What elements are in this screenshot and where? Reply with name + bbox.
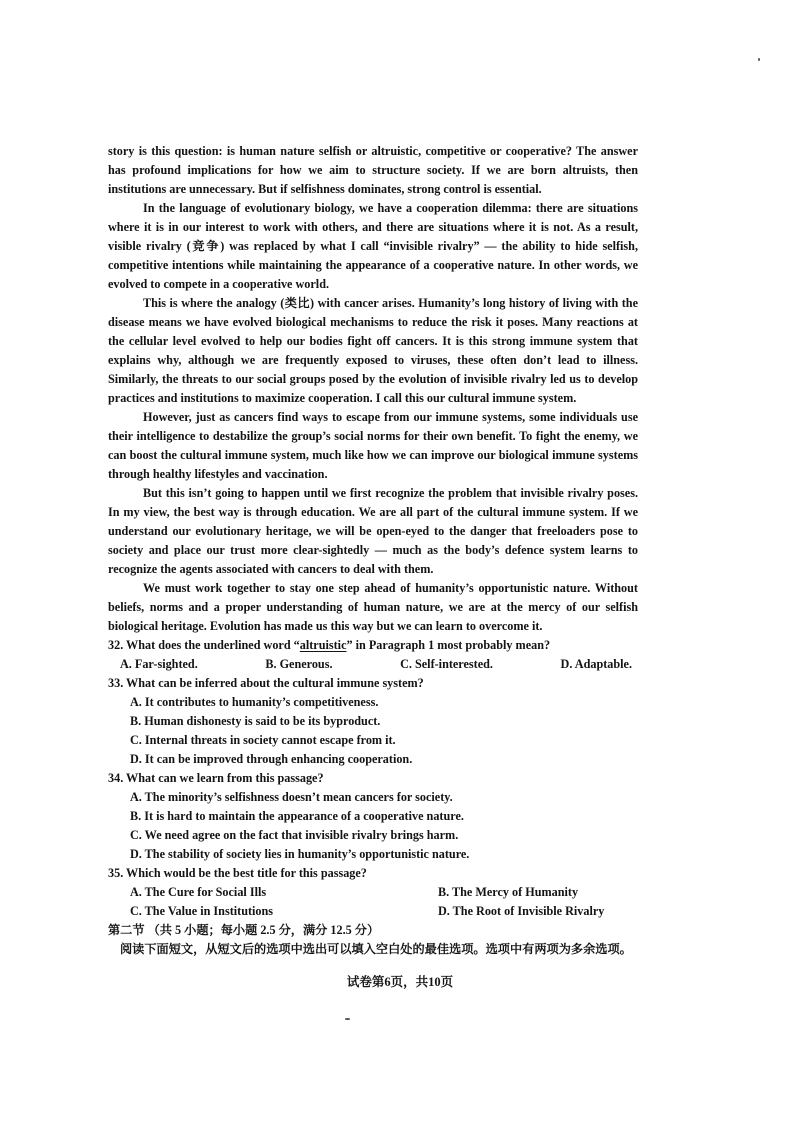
underlined-word: altruistic [299,638,347,652]
question-35-option-b[interactable]: B. The Mercy of Humanity [438,885,579,899]
question-35-option-c[interactable]: C. The Value in Institutions [130,904,274,918]
scan-speck [345,1018,350,1020]
question-34-option-b[interactable]: B. It is hard to maintain the appearance of a cooperative nature. [130,809,464,823]
reading-passage [108,142,638,959]
question-35-stem: 35. Which would be the best title for this passage? [108,866,367,880]
question-33-option-d[interactable]: D. It can be improved through enhancing cooperation. [130,752,413,766]
section-heading: 第二节 （共 5 小题；每小题 2.5 分，满分 12.5 分） [108,923,380,937]
paragraph-3: This is where the analogy (类比) with cancer arises. Humanity’s long history of living with the disease means we have evolved biological mechanisms to reduce the risk it poses. Many reactions at the cellular level evolved to help our bodies fight off cancers. It is this strong immune system that explains why, although we are frequently exposed to viruses, these often don’t lead to illness. Similarly, the threats to our social groups posed by the evolution of invisible rivalry led us to develop practices and institutions to maximize cooperation. I call this our cultural immune system. [108,296,638,405]
question-32-option-c[interactable]: C. Self-interested. [400,657,493,671]
paragraph-1: story is this question: is human nature selfish or altruistic, competitive or cooperative? The answer has profound implications for how we aim to structure society. If we are born altruists, then institutions are unnecessary. But if selfishness dominates, strong control is essential. [108,144,638,196]
question-34-stem: 34. What can we learn from this passage? [108,771,324,785]
question-32-options [108,655,638,674]
question-32-stem [108,636,638,655]
page-footer: 试卷第6页，共10页 [346,975,454,989]
question-35-option-a[interactable]: A. The Cure for Social Ills [130,885,267,899]
question-35-option-d[interactable]: D. The Root of Invisible Rivalry [438,904,605,918]
paragraph-4: However, just as cancers find ways to escape from our immune systems, some individuals use their intelligence to destabilize the group’s social norms for their own benefit. To fight the enemy, we can boost the cultural immune system, much like how we can improve our biological immune systems through healthy lifestyles and vaccination. [108,410,638,481]
question-35-options-row-2 [108,902,638,921]
paragraph-2: In the language of evolutionary biology, we have a cooperation dilemma: there are situations where it is in our interest to work with others, and there are situations where it is not. As a result, visible rivalry (竞争) was replaced by what I call “invisible rivalry” — the ability to hide selfish, competitive intentions while maintaining the appearance of a cooperative nature. In other words, we evolved to compete in a cooperative world. [108,201,638,291]
question-32-stem-start: 32. What does the underlined word “ [108,638,300,652]
question-32-stem-end: ” in Paragraph 1 most probably mean? [346,638,551,652]
question-33-option-a[interactable]: A. It contributes to humanity’s competitiveness. [130,695,379,709]
question-33-stem: 33. What can be inferred about the cultural immune system? [108,676,424,690]
scan-speck [758,58,760,61]
question-32-option-d[interactable]: D. Adaptable. [560,657,632,671]
paragraph-6: We must work together to stay one step ahead of humanity’s opportunistic nature. Without beliefs, norms and a proper understanding of human nature, we are at the mercy of our selfish biological heritage. Evolution has made us this way but we can learn to overcome it. [108,581,638,633]
section-instruction: 阅读下面短文，从短文后的选项中选出可以填入空白处的最佳选项。选项中有两项为多余选项。 [120,942,632,956]
question-35-options-row-1 [108,883,638,902]
question-32-option-a[interactable]: A. Far-sighted. [120,657,198,671]
question-34-option-c[interactable]: C. We need agree on the fact that invisible rivalry brings harm. [130,828,459,842]
question-33-option-b[interactable]: B. Human dishonesty is said to be its byproduct. [130,714,381,728]
question-34-option-a[interactable]: A. The minority’s selfishness doesn’t mean cancers for society. [130,790,453,804]
question-34-option-d[interactable]: D. The stability of society lies in humanity’s opportunistic nature. [130,847,470,861]
paragraph-5: But this isn’t going to happen until we first recognize the problem that invisible rivalry poses. In my view, the best way is through education. We are all part of the cultural immune system. If we understand our evolutionary heritage, we will be open-eyed to the danger that freeloaders pose to society and place our trust more clear-sightedly — much as the body’s defence system learns to recognize the agents associated with cancers to deal with them. [108,486,638,576]
question-32-option-b[interactable]: B. Generous. [265,657,333,671]
question-33-option-c[interactable]: C. Internal threats in society cannot escape from it. [130,733,396,747]
